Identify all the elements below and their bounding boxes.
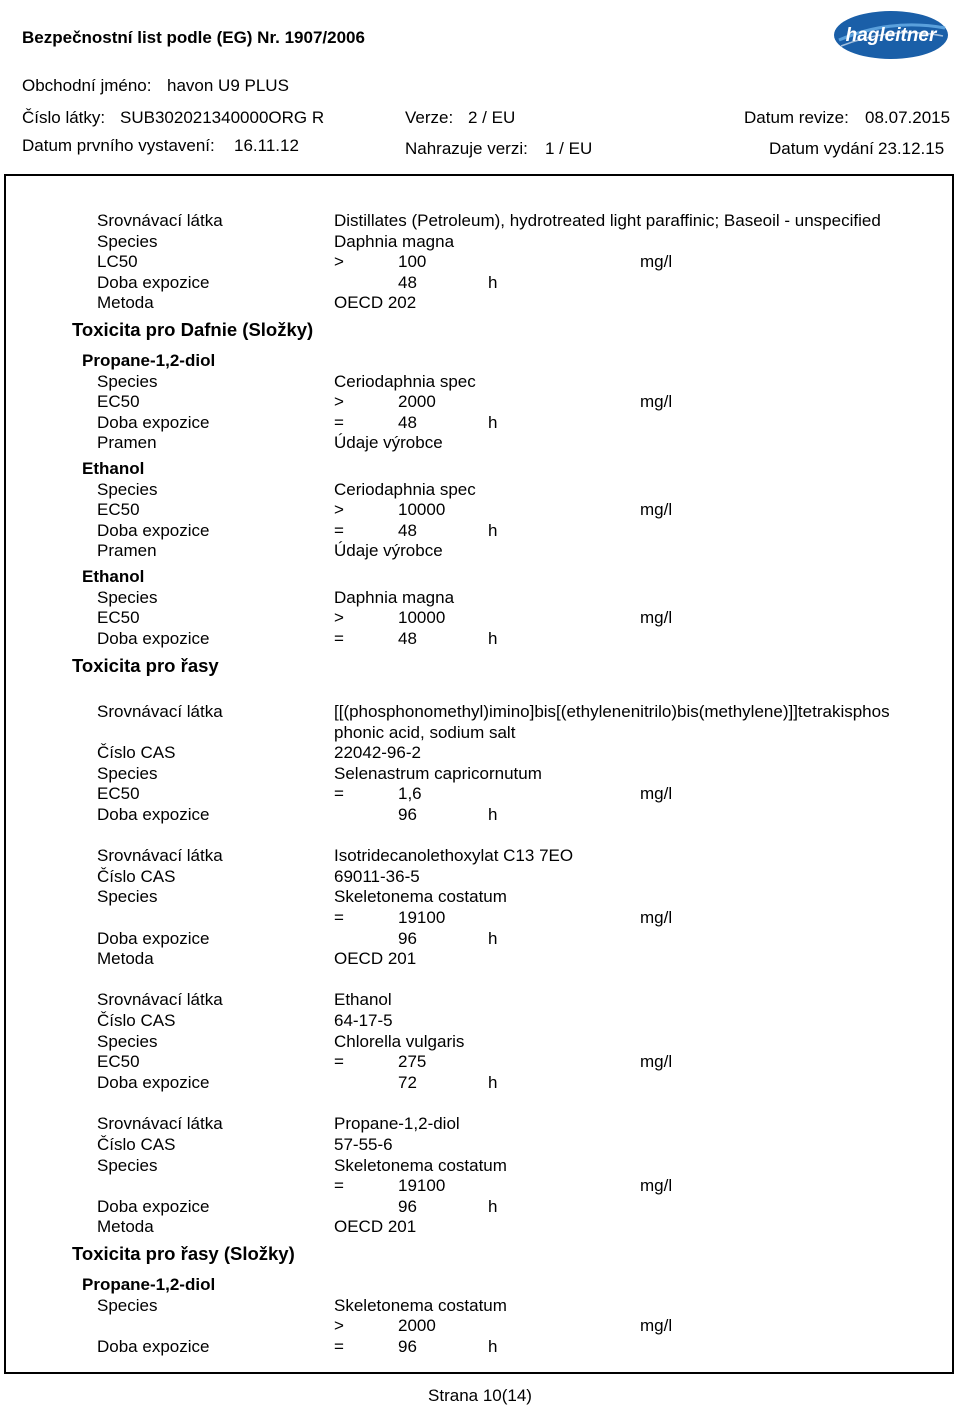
method-value: OECD 202	[334, 293, 417, 312]
component-name: Propane-1,2-diol	[82, 351, 216, 370]
cas-label: Číslo CAS	[97, 743, 176, 762]
method-row	[0, 949, 960, 969]
operator: >	[334, 1316, 344, 1335]
lc50-label: LC50	[97, 252, 138, 271]
operator: >	[334, 392, 344, 411]
exposure-value: 48	[398, 273, 417, 292]
species-value: Daphnia magna	[334, 232, 455, 251]
exposure-label: Doba expozice	[97, 929, 210, 948]
method-value: OECD 201	[334, 1217, 417, 1236]
exposure-row	[0, 521, 960, 541]
hours-unit: h	[488, 929, 498, 948]
unit: mg/l	[640, 392, 673, 411]
value: 275	[398, 1052, 427, 1071]
value: 1,6	[398, 784, 422, 803]
operator: =	[334, 784, 344, 803]
exposure-label: Doba expozice	[97, 521, 210, 540]
substance-number-label: Číslo látky:	[22, 108, 106, 127]
exposure-label: Doba expozice	[97, 413, 210, 432]
first-issue-date: 16.11.12	[234, 136, 299, 155]
unit: mg/l	[640, 784, 673, 803]
species-row	[0, 480, 960, 500]
unit: mg/l	[640, 1316, 673, 1335]
exposure-value: 72	[398, 1073, 417, 1092]
version: 2 / EU	[468, 108, 516, 127]
species-row	[0, 1156, 960, 1176]
ec50-row	[0, 500, 960, 520]
replaces-version: 1 / EU	[545, 139, 593, 158]
exposure-value: 96	[398, 929, 417, 948]
substance-number: SUB302021340000ORG R	[120, 108, 325, 127]
species-label: Species	[97, 588, 158, 607]
exposure-value: 96	[398, 805, 417, 824]
unit: mg/l	[640, 500, 673, 519]
species-row	[0, 1296, 960, 1316]
value: 2000	[398, 1316, 436, 1335]
substance-value: [[(phosphonomethyl)imino]bis[(ethylenenitrilo)bis(methylene)]]tetrakisphos phonic acid, sodium salt	[334, 702, 890, 742]
cas-row	[0, 743, 960, 763]
species-label: Species	[97, 480, 158, 499]
substance-value: Distillates (Petroleum), hydrotreated light paraffinic; Baseoil - unspecified	[334, 211, 881, 230]
operator: >	[334, 252, 344, 271]
value: 2000	[398, 392, 436, 411]
method-value: OECD 201	[334, 949, 417, 968]
species-row	[0, 232, 960, 252]
method-label: Metoda	[97, 1217, 154, 1236]
unit: mg/l	[640, 608, 673, 627]
species-row	[0, 764, 960, 784]
operator: =	[334, 1052, 344, 1071]
document-title: Bezpečnostní list podle (EG) Nr. 1907/2006	[22, 28, 365, 47]
trade-name-label: Obchodní jméno:	[22, 76, 152, 95]
operator: =	[334, 1176, 344, 1195]
ec50-label: EC50	[97, 392, 140, 411]
unit: mg/l	[640, 1176, 673, 1195]
species-value: Ceriodaphnia spec	[334, 480, 476, 499]
page-number: Strana 10(14)	[428, 1386, 532, 1405]
operator: >	[334, 500, 344, 519]
section-heading-algae-components: Toxicita pro řasy (Složky)	[72, 1243, 295, 1264]
unit: mg/l	[640, 908, 673, 927]
revision-date-label: Datum revize:	[744, 108, 849, 127]
hours-unit: h	[488, 1337, 498, 1356]
value: 10000	[398, 500, 446, 519]
cas-value: 57-55-6	[334, 1135, 393, 1154]
ec50-row	[0, 608, 960, 628]
replaces-version-label: Nahrazuje verzi:	[405, 139, 528, 158]
species-row	[0, 372, 960, 392]
source-label: Pramen	[97, 433, 157, 452]
operator: >	[334, 608, 344, 627]
species-label: Species	[97, 1156, 158, 1175]
species-label: Species	[97, 232, 158, 251]
cas-row	[0, 867, 960, 887]
method-row	[0, 1217, 960, 1237]
species-value: Skeletonema costatum	[334, 887, 507, 906]
component-name: Propane-1,2-diol	[82, 1275, 216, 1294]
method-label: Metoda	[97, 949, 154, 968]
hagleitner-logo	[833, 10, 949, 60]
operator: =	[334, 413, 344, 432]
species-value: Skeletonema costatum	[334, 1156, 507, 1175]
issue-date: 23.12.15	[878, 139, 945, 158]
hours-unit: h	[488, 413, 498, 432]
exposure-value: 48	[398, 413, 417, 432]
ec50-label: EC50	[97, 500, 140, 519]
cas-value: 64-17-5	[334, 1011, 393, 1030]
substance-value: Isotridecanolethoxylat C13 7EO	[334, 846, 574, 865]
version-label: Verze:	[405, 108, 454, 127]
species-value: Skeletonema costatum	[334, 1296, 507, 1315]
cas-row	[0, 1135, 960, 1155]
section-heading-algae: Toxicita pro řasy	[72, 655, 219, 676]
source-value: Údaje výrobce	[334, 541, 443, 560]
source-row	[0, 541, 960, 561]
comparison-row	[0, 990, 960, 1010]
comparison-label: Srovnávací látka	[97, 846, 223, 865]
cas-row	[0, 1011, 960, 1031]
exposure-row	[0, 929, 960, 949]
cas-label: Číslo CAS	[97, 1135, 176, 1154]
hours-unit: h	[488, 1197, 498, 1216]
exposure-value: 48	[398, 629, 417, 648]
substance-value: Ethanol	[334, 990, 392, 1009]
exposure-value: 96	[398, 1197, 417, 1216]
species-label: Species	[97, 1296, 158, 1315]
exposure-row	[0, 273, 960, 293]
issue-date-label: Datum vydání	[769, 139, 874, 158]
source-label: Pramen	[97, 541, 157, 560]
value: 100	[398, 252, 427, 271]
species-value: Ceriodaphnia spec	[334, 372, 476, 391]
component-name: Ethanol	[82, 459, 145, 478]
ec50-row	[0, 392, 960, 412]
exposure-row	[0, 805, 960, 825]
species-label: Species	[97, 764, 158, 783]
comparison-row	[0, 702, 960, 744]
value-row	[0, 1176, 960, 1196]
exposure-row	[0, 1337, 960, 1357]
operator: =	[334, 1337, 344, 1356]
comparison-label: Srovnávací látka	[97, 990, 223, 1009]
section-heading-daphnia-components: Toxicita pro Dafnie (Složky)	[72, 319, 314, 340]
exposure-row	[0, 1197, 960, 1217]
ec50-row	[0, 1052, 960, 1072]
svg-text:hagleitner: hagleitner	[845, 25, 937, 46]
ec50-label: EC50	[97, 784, 140, 803]
method-row	[0, 293, 960, 313]
lc50-row	[0, 252, 960, 272]
cas-label: Číslo CAS	[97, 867, 176, 886]
value-row	[0, 1316, 960, 1336]
source-row	[0, 433, 960, 453]
component-name: Ethanol	[82, 567, 145, 586]
exposure-row	[0, 1073, 960, 1093]
species-row	[0, 887, 960, 907]
hours-unit: h	[488, 521, 498, 540]
comparison-row	[0, 1114, 960, 1134]
hours-unit: h	[488, 273, 498, 292]
species-row	[0, 588, 960, 608]
exposure-row	[0, 413, 960, 433]
comparison-label: Srovnávací látka	[97, 211, 223, 230]
exposure-label: Doba expozice	[97, 805, 210, 824]
operator: =	[334, 908, 344, 927]
hours-unit: h	[488, 629, 498, 648]
substance-value: Propane-1,2-diol	[334, 1114, 460, 1133]
species-label: Species	[97, 887, 158, 906]
comparison-label: Srovnávací látka	[97, 1114, 223, 1133]
revision-date: 08.07.2015	[865, 108, 951, 127]
comparison-label: Srovnávací látka	[97, 702, 223, 721]
exposure-label: Doba expozice	[97, 629, 210, 648]
value: 10000	[398, 608, 446, 627]
exposure-label: Doba expozice	[97, 1337, 210, 1356]
hours-unit: h	[488, 1073, 498, 1092]
operator: =	[334, 521, 344, 540]
unit: mg/l	[640, 1052, 673, 1071]
exposure-value: 96	[398, 1337, 417, 1356]
method-label: Metoda	[97, 293, 154, 312]
species-value: Chlorella vulgaris	[334, 1032, 465, 1051]
species-row	[0, 1032, 960, 1052]
species-label: Species	[97, 1032, 158, 1051]
trade-name: havon U9 PLUS	[167, 76, 289, 95]
exposure-label: Doba expozice	[97, 273, 210, 292]
species-label: Species	[97, 372, 158, 391]
value-row	[0, 908, 960, 928]
species-value: Daphnia magna	[334, 588, 455, 607]
ec50-label: EC50	[97, 608, 140, 627]
first-issue-label: Datum prvního vystavení:	[22, 136, 215, 155]
ec50-label: EC50	[97, 1052, 140, 1071]
comparison-row	[0, 211, 960, 231]
cas-label: Číslo CAS	[97, 1011, 176, 1030]
unit: mg/l	[640, 252, 673, 271]
cas-value: 69011-36-5	[334, 867, 420, 886]
exposure-label: Doba expozice	[97, 1073, 210, 1092]
comparison-row	[0, 846, 960, 866]
source-value: Údaje výrobce	[334, 433, 443, 452]
value: 19100	[398, 1176, 446, 1195]
hours-unit: h	[488, 805, 498, 824]
operator: =	[334, 629, 344, 648]
exposure-label: Doba expozice	[97, 1197, 210, 1216]
exposure-row	[0, 629, 960, 649]
value: 19100	[398, 908, 446, 927]
species-value: Selenastrum capricornutum	[334, 764, 542, 783]
exposure-value: 48	[398, 521, 417, 540]
ec50-row	[0, 784, 960, 804]
cas-value: 22042-96-2	[334, 743, 421, 762]
